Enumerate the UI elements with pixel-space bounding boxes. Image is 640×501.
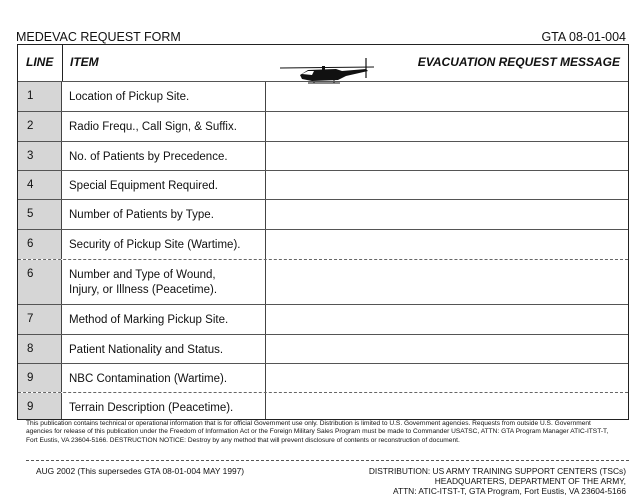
form-title: MEDEVAC REQUEST FORM bbox=[16, 30, 181, 44]
item-label: No. of Patients by Precedence. bbox=[69, 151, 228, 163]
table-row bbox=[18, 334, 628, 363]
item-label: Location of Pickup Site. bbox=[69, 91, 190, 103]
line-number: 8 bbox=[27, 343, 34, 355]
table-row bbox=[18, 392, 628, 419]
table-row bbox=[18, 81, 628, 111]
line-number: 6 bbox=[27, 238, 34, 250]
line-number: 3 bbox=[27, 150, 34, 162]
line-number: 9 bbox=[27, 372, 34, 384]
item-label: NBC Contamination (Wartime). bbox=[69, 373, 228, 385]
line-number: 5 bbox=[27, 208, 34, 220]
distribution-notice: This publication contains technical or operational information that is for official Government use only. Distribution is limited to U.S. Government agencies. Requests from outside U.S. Government agencies for release of this publication under the Freedom of Information Act or the Foreign Military Sales Program must be made to Commander USATSC, ATTN: GTA Program Manager ATIC-ITST-T, Fort Eustis, VA 23604-5166. DESTRUCTION NOTICE: Destroy by any method that will prevent disclosure of contents or reconstruction of document. bbox=[26, 420, 609, 444]
table-row bbox=[18, 259, 628, 304]
item-label: Radio Frequ., Call Sign, & Suffix. bbox=[69, 121, 237, 133]
distribution-line-1: DISTRIBUTION: US ARMY TRAINING SUPPORT CENTERS (TSCs) bbox=[368, 466, 626, 476]
medevac-request-table bbox=[17, 44, 629, 420]
item-label: Method of Marking Pickup Site. bbox=[69, 314, 229, 326]
item-label: Terrain Description (Peacetime). bbox=[69, 402, 234, 414]
divider bbox=[26, 460, 629, 461]
table-header bbox=[18, 45, 628, 82]
column-header-line: LINE bbox=[26, 55, 54, 69]
column-header-item: ITEM bbox=[70, 55, 99, 69]
distribution-block bbox=[369, 466, 626, 497]
table-row bbox=[18, 199, 628, 229]
table-row bbox=[18, 304, 628, 334]
distribution-line-3: ATTN: ATIC-ITST-T, GTA Program, Fort Eustis, VA 23604-5166 bbox=[392, 486, 626, 497]
table-row bbox=[18, 363, 628, 392]
column-header-message: EVACUATION REQUEST MESSAGE bbox=[417, 55, 620, 69]
line-number: 1 bbox=[27, 90, 34, 102]
item-label: Number of Patients by Type. bbox=[69, 209, 214, 221]
table-row bbox=[18, 229, 628, 259]
line-number: 4 bbox=[27, 179, 34, 191]
line-number: 7 bbox=[27, 313, 34, 325]
item-label: Security of Pickup Site (Wartime). bbox=[69, 239, 241, 251]
line-number: 6 bbox=[27, 268, 34, 280]
form-number: GTA 08-01-004 bbox=[541, 30, 626, 44]
distribution-line-2: HEADQUARTERS, DEPARTMENT OF THE ARMY, bbox=[434, 476, 626, 487]
line-number: 9 bbox=[27, 401, 34, 413]
table-row bbox=[18, 141, 628, 170]
edition-note: AUG 2002 (This supersedes GTA 08-01-004 MAY 1997) bbox=[36, 466, 245, 476]
line-number: 2 bbox=[27, 120, 34, 132]
item-label: Special Equipment Required. bbox=[69, 180, 218, 192]
item-label: Number and Type of Wound, Injury, or Illness (Peacetime). bbox=[69, 269, 218, 296]
table-row bbox=[18, 111, 628, 141]
item-label: Patient Nationality and Status. bbox=[69, 344, 224, 356]
table-row bbox=[18, 170, 628, 199]
